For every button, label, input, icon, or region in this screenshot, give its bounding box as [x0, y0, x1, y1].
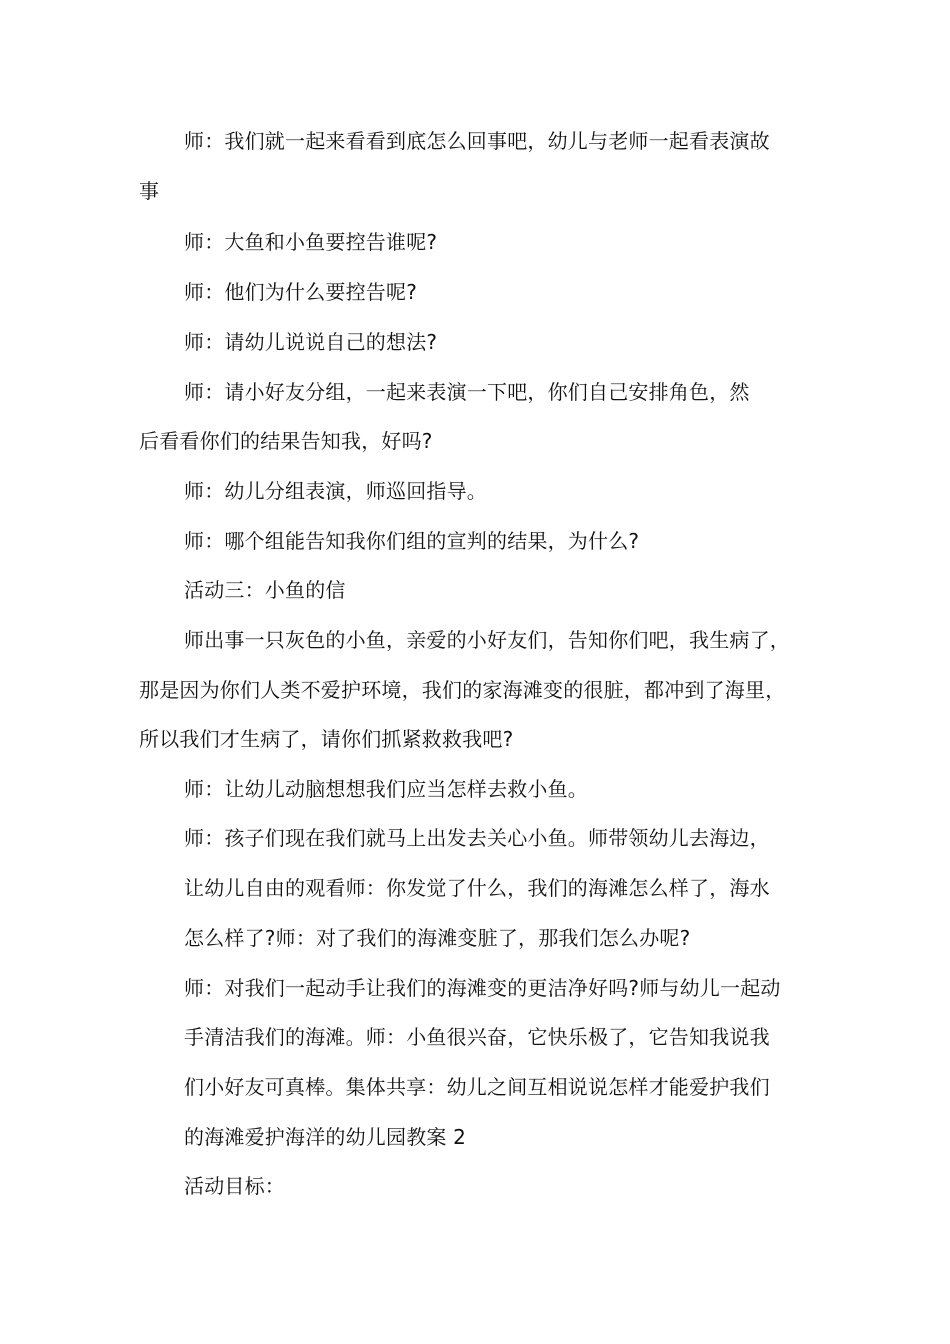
paragraph-line: 那是因为你们人类不爱护环境，我们的家海滩变的很脏，都冲到了海里，	[139, 678, 786, 702]
paragraph-line: 师：请幼儿说说自己的想法?	[184, 330, 438, 354]
paragraph-line: 事	[139, 179, 160, 203]
paragraph-line: 让幼儿自由的观看师：你发觉了什么，我们的海滩怎么样了，海水	[184, 876, 770, 900]
paragraph-line: 师：大鱼和小鱼要控告谁呢?	[184, 230, 438, 254]
paragraph-line: 所以我们才生病了，请你们抓紧救救我吧?	[139, 727, 514, 751]
paragraph-line: 师：哪个组能告知我你们组的宣判的结果，为什么?	[184, 529, 640, 553]
paragraph-line: 师：对我们一起动手让我们的海滩变的更洁净好吗?师与幼儿一起动	[184, 976, 781, 1000]
paragraph-line: 师：孩子们现在我们就马上出发去关心小鱼。师带领幼儿去海边，	[184, 826, 770, 850]
paragraph-line: 师：他们为什么要控告呢?	[184, 280, 418, 304]
paragraph-line: 师出事一只灰色的小鱼，亲爱的小好友们，告知你们吧，我生病了，	[184, 628, 790, 652]
paragraph-line: 的海滩爱护海洋的幼儿园教案 2	[184, 1125, 467, 1149]
paragraph-line: 们小好友可真棒。集体共享：幼儿之间互相说说怎样才能爱护我们	[184, 1075, 770, 1099]
paragraph-line: 师：让幼儿动脑想想我们应当怎样去救小鱼。	[184, 777, 588, 801]
paragraph-line: 师：请小好友分组，一起来表演一下吧，你们自己安排角色，然	[184, 380, 750, 404]
paragraph-line: 手清洁我们的海滩。师：小鱼很兴奋，它快乐极了，它告知我说我	[184, 1025, 770, 1049]
paragraph-line: 师：幼儿分组表演，师巡回指导。	[184, 479, 487, 503]
paragraph-line: 怎么样了?师：对了我们的海滩变脏了，那我们怎么办呢?	[184, 926, 691, 950]
paragraph-line: 后看看你们的结果告知我，好吗?	[139, 429, 433, 453]
section-heading: 活动目标：	[184, 1174, 285, 1198]
paragraph-line: 师：我们就一起来看看到底怎么回事吧，幼儿与老师一起看表演故	[184, 129, 770, 153]
section-heading: 活动三：小鱼的信	[184, 578, 346, 602]
